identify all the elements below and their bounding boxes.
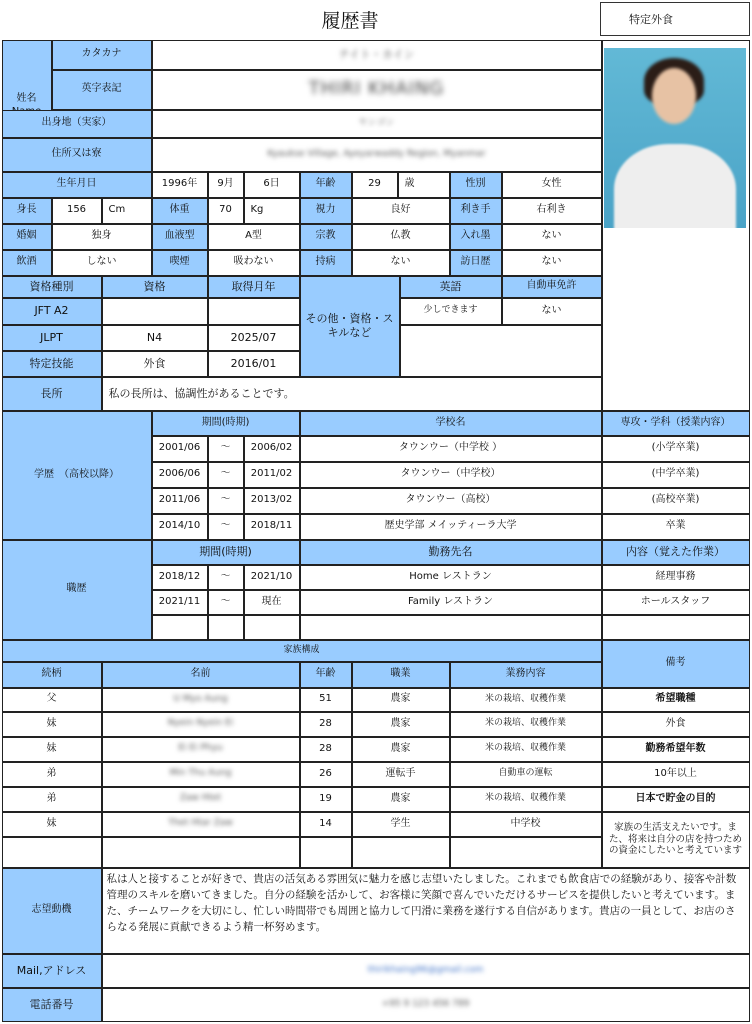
- height-label: 身長: [2, 198, 52, 224]
- license-label: 自動車免許: [502, 276, 602, 298]
- family-work-1: 米の栽培、収穫作業: [450, 688, 602, 712]
- work-to-1: 2021/10: [244, 565, 300, 590]
- qual-row-2: N4: [102, 325, 208, 351]
- family-relation-5: 弟: [2, 787, 102, 812]
- address-value-cell: [152, 138, 602, 172]
- edu-school-1: タウンウー（中学校 ）: [300, 436, 602, 462]
- weight-value: 70: [208, 198, 244, 224]
- qual-row-1: [102, 298, 208, 325]
- birthplace-value-cell: [152, 110, 602, 138]
- height-value: 156: [52, 198, 102, 224]
- family-age-label: 年齢: [300, 662, 352, 688]
- edu-sep-4: ～: [208, 514, 244, 540]
- family-relation-4: 弟: [2, 762, 102, 787]
- weight-unit: Kg: [244, 198, 300, 224]
- profile-photo: [604, 48, 746, 228]
- edu-period-label: 期間(時期): [152, 411, 300, 436]
- work-to-2: 現在: [244, 590, 300, 615]
- age-label: 年齢: [300, 172, 352, 198]
- work-company-label: 勤務先名: [300, 540, 602, 565]
- marriage-label: 婚姻: [2, 224, 52, 250]
- address-label: 住所又は寮: [2, 138, 152, 172]
- mail-value-cell: [102, 954, 750, 988]
- family-name-4: Min Thu Aung: [169, 768, 232, 779]
- family-name-3: Ei Ei Phyu: [178, 743, 223, 754]
- phone-value: +95 9 123 456 789: [381, 998, 470, 1009]
- edu-from-4: 2014/10: [152, 514, 208, 540]
- family-empty-name: [102, 837, 300, 868]
- family-label: 家族構成: [2, 640, 602, 662]
- family-relation-2: 妹: [2, 712, 102, 737]
- qual-type-row-3: 特定技能: [2, 351, 102, 377]
- work-content-2: ホールスタッフ: [602, 590, 750, 615]
- name-label: 姓名: [16, 93, 37, 104]
- drink-label: 飲酒: [2, 250, 52, 276]
- family-job-2: 農家: [352, 712, 450, 737]
- edu-major-label: 専攻・学科（授業内容）: [602, 411, 750, 436]
- qual-type-label: 資格種別: [2, 276, 102, 298]
- family-job-label: 職業: [352, 662, 450, 688]
- edu-major-1: (小学卒業): [602, 436, 750, 462]
- birthplace-value: ヤンゴン: [358, 117, 395, 128]
- family-work-2: 米の栽培、収穫作業: [450, 712, 602, 737]
- wish-job-value: 外食: [602, 712, 750, 737]
- qual-date-row-1: [208, 298, 300, 325]
- qual-label: 資格: [102, 276, 208, 298]
- work-company-1: Home レストラン: [300, 565, 602, 590]
- qual-date-row-3: 2016/01: [208, 351, 300, 377]
- work-from-1: 2018/12: [152, 565, 208, 590]
- education-label: 学歴 （高校以降）: [2, 411, 152, 540]
- english-skill-value: 少しできます: [400, 298, 502, 325]
- photo-face: [652, 68, 696, 124]
- family-name-cell-2: [102, 712, 300, 737]
- work-label: 職歴: [2, 540, 152, 640]
- age-value: 29: [352, 172, 398, 198]
- work-company-2: Family レストラン: [300, 590, 602, 615]
- family-work-6: 中学校: [450, 812, 602, 837]
- mail-value: thirikhaing96@gmail.com: [367, 964, 484, 975]
- marriage-value: 独身: [52, 224, 152, 250]
- edu-from-3: 2011/06: [152, 488, 208, 514]
- edu-to-3: 2013/02: [244, 488, 300, 514]
- motivation-text: 私は人と接することが好きで、貴店の活気ある雰囲気に魅力を感じ志望いたしました。これまでも飲食店での経験があり、接客や計数管理のスキルを磨いてきました。自分の経験を活かして、お客様に笑顔で喜んでいただけるサービスを提供したいと考えています。また、チームワークを大切にし、忙しい時間帯でも周囲と協力して円滑に業務を遂行する自信があります。貴店の一員として、お店のさらなる発展に貢献できるよう精一杯努めます。: [102, 868, 750, 954]
- phone-value-cell: [102, 988, 750, 1022]
- family-work-5: 米の栽培、収穫作業: [450, 787, 602, 812]
- weight-label: 体重: [152, 198, 208, 224]
- wish-job-label: 希望職種: [602, 688, 750, 712]
- qual-date-row-2: 2025/07: [208, 325, 300, 351]
- edu-major-4: 卒業: [602, 514, 750, 540]
- blood-value: A型: [208, 224, 300, 250]
- motivation-label: 志望動機: [2, 868, 102, 954]
- family-age-5: 19: [300, 787, 352, 812]
- visit-value: ない: [502, 250, 602, 276]
- family-name-label: 名前: [102, 662, 300, 688]
- height-unit: Cm: [102, 198, 152, 224]
- qual-date-label: 取得月年: [208, 276, 300, 298]
- english-value: THIRI KHAING: [308, 78, 445, 100]
- family-name-cell-4: [102, 762, 300, 787]
- qual-row-3: 外食: [102, 351, 208, 377]
- katakana-value: テイト・カイン: [338, 47, 415, 61]
- family-job-6: 学生: [352, 812, 450, 837]
- age-unit: 歳: [398, 172, 450, 198]
- hand-value: 右利き: [502, 198, 602, 224]
- edu-from-1: 2001/06: [152, 436, 208, 462]
- drink-value: しない: [52, 250, 152, 276]
- phone-label: 電話番号: [2, 988, 102, 1022]
- family-job-5: 農家: [352, 787, 450, 812]
- english-label: 英字表記: [52, 70, 152, 110]
- katakana-label: カタカナ: [52, 40, 152, 70]
- birth-label: 生年月日: [2, 172, 152, 198]
- wish-years-value: 10年以上: [602, 762, 750, 787]
- remarks-label: 備考: [602, 640, 750, 688]
- blood-label: 血液型: [152, 224, 208, 250]
- mail-label: Mail,アドレス: [2, 954, 102, 988]
- strength-value: 私の長所は、協調性があることです。: [102, 377, 602, 411]
- edu-school-3: タウンウー（高校）: [300, 488, 602, 514]
- strength-label: 長所: [2, 377, 102, 411]
- family-work-label: 業務内容: [450, 662, 602, 688]
- work-sep-1: ～: [208, 565, 244, 590]
- family-job-3: 農家: [352, 737, 450, 762]
- work-empty-from: [152, 615, 208, 640]
- disease-value: ない: [352, 250, 450, 276]
- qual-other-value: [400, 325, 602, 377]
- birth-year: 1996年: [152, 172, 208, 198]
- family-age-2: 28: [300, 712, 352, 737]
- family-relation-3: 妹: [2, 737, 102, 762]
- edu-to-1: 2006/02: [244, 436, 300, 462]
- edu-sep-1: ～: [208, 436, 244, 462]
- edu-to-4: 2018/11: [244, 514, 300, 540]
- category-badge: 特定外食: [600, 2, 750, 36]
- work-sep-2: ～: [208, 590, 244, 615]
- work-from-2: 2021/11: [152, 590, 208, 615]
- family-age-4: 26: [300, 762, 352, 787]
- birth-day: 6日: [244, 172, 300, 198]
- family-name-2: Nyein Nyein Ei: [167, 718, 234, 729]
- edu-to-2: 2011/02: [244, 462, 300, 488]
- disease-label: 持病: [300, 250, 352, 276]
- edu-school-label: 学校名: [300, 411, 602, 436]
- savings-label: 日本で貯金の目的: [602, 787, 750, 812]
- savings-value: 家族の生活支えたいです。また、将来は自分の店を持つための資金にしたいと考えています: [602, 812, 750, 868]
- edu-major-2: (中学卒業): [602, 462, 750, 488]
- edu-from-2: 2006/06: [152, 462, 208, 488]
- katakana-value-cell: [152, 40, 602, 70]
- edu-sep-2: ～: [208, 462, 244, 488]
- tattoo-value: ない: [502, 224, 602, 250]
- vision-label: 視力: [300, 198, 352, 224]
- hand-label: 利き手: [450, 198, 502, 224]
- family-name-cell-3: [102, 737, 300, 762]
- work-empty-sep: [208, 615, 244, 640]
- work-content-1: 経理事務: [602, 565, 750, 590]
- family-age-3: 28: [300, 737, 352, 762]
- qual-type-row-1: JFT A2: [2, 298, 102, 325]
- work-content-label: 内容（覚えた作業）: [602, 540, 750, 565]
- family-relation-1: 父: [2, 688, 102, 712]
- family-age-1: 51: [300, 688, 352, 712]
- smoke-value: 吸わない: [208, 250, 300, 276]
- family-name-cell-5: [102, 787, 300, 812]
- visit-label: 訪日歴: [450, 250, 502, 276]
- qual-type-row-2: JLPT: [2, 325, 102, 351]
- family-relation-label: 続柄: [2, 662, 102, 688]
- family-empty-work: [450, 837, 602, 868]
- religion-label: 宗教: [300, 224, 352, 250]
- family-name-cell-6: [102, 812, 300, 837]
- english-skill-label: 英語: [400, 276, 502, 298]
- work-empty-company: [300, 615, 602, 640]
- family-job-4: 運転手: [352, 762, 450, 787]
- birth-month: 9月: [208, 172, 244, 198]
- work-empty-content: [602, 615, 750, 640]
- smoke-label: 喫煙: [152, 250, 208, 276]
- family-job-1: 農家: [352, 688, 450, 712]
- edu-major-3: (高校卒業): [602, 488, 750, 514]
- photo-shirt: [614, 144, 736, 228]
- family-empty-relation: [2, 837, 102, 868]
- edu-school-2: タウンウー（中学校）: [300, 462, 602, 488]
- birthplace-label: 出身地（実家）: [2, 110, 152, 138]
- wish-years-label: 勤務希望年数: [602, 737, 750, 762]
- gender-label: 性別: [450, 172, 502, 198]
- qual-other-label: その他・資格・スキルなど: [300, 276, 400, 377]
- family-name-6: Thet Htar Zaw: [168, 818, 233, 829]
- religion-value: 仏教: [352, 224, 450, 250]
- family-name-1: U Myo Aung: [173, 693, 228, 704]
- family-name-5: Zaw Htet: [179, 793, 222, 804]
- english-value-cell: [152, 70, 602, 110]
- family-empty-job: [352, 837, 450, 868]
- edu-sep-3: ～: [208, 488, 244, 514]
- work-period-label: 期間(時期): [152, 540, 300, 565]
- work-empty-to: [244, 615, 300, 640]
- license-value: ない: [502, 298, 602, 325]
- document-title: 履歴書: [321, 10, 379, 32]
- gender-value: 女性: [502, 172, 602, 198]
- family-age-6: 14: [300, 812, 352, 837]
- family-name-cell-1: [102, 688, 300, 712]
- family-work-4: 自動車の運転: [450, 762, 602, 787]
- family-work-3: 米の栽培、収穫作業: [450, 737, 602, 762]
- family-relation-6: 妹: [2, 812, 102, 837]
- vision-value: 良好: [352, 198, 450, 224]
- address-value: Kyaukse Village, Ayeyarwaddy Region, Myanmar: [267, 148, 486, 159]
- family-empty-age: [300, 837, 352, 868]
- edu-school-4: 歴史学部 メイッティーラ大学: [300, 514, 602, 540]
- tattoo-label: 入れ墨: [450, 224, 502, 250]
